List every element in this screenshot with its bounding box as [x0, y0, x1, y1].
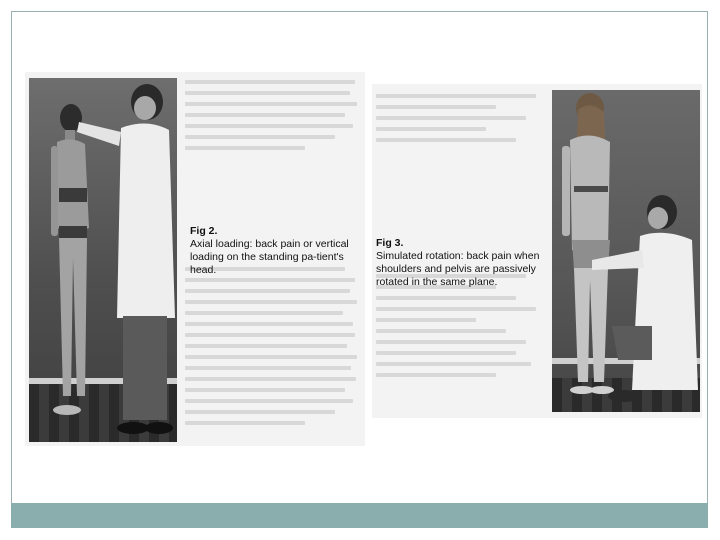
caption-fig2-text: Axial loading: back pain or vertical loading on the standing pa-tient's head. — [190, 238, 349, 276]
caption-fig3-text: Simulated rotation: back pain when shoulders and pelvis are passively rotated in the same plane. — [376, 250, 540, 288]
background-text-fig3 — [376, 94, 546, 149]
caption-fig3 — [376, 224, 548, 289]
scanned-page-fig2 — [25, 72, 365, 446]
caption-fig3-label: Fig 3. — [376, 237, 404, 249]
figures-illustration — [29, 78, 177, 442]
background-text-fig2 — [185, 80, 360, 157]
figures-illustration — [552, 90, 700, 412]
background-text-fig2-lower — [185, 267, 360, 432]
photo-simulated-rotation — [552, 90, 700, 412]
photo-axial-loading — [29, 78, 177, 442]
background-text-fig3-lower — [376, 274, 546, 384]
caption-fig2 — [190, 212, 360, 277]
caption-fig2-label: Fig 2. — [190, 225, 218, 237]
scanned-page-fig3 — [372, 84, 702, 418]
footer-bar — [11, 503, 708, 528]
